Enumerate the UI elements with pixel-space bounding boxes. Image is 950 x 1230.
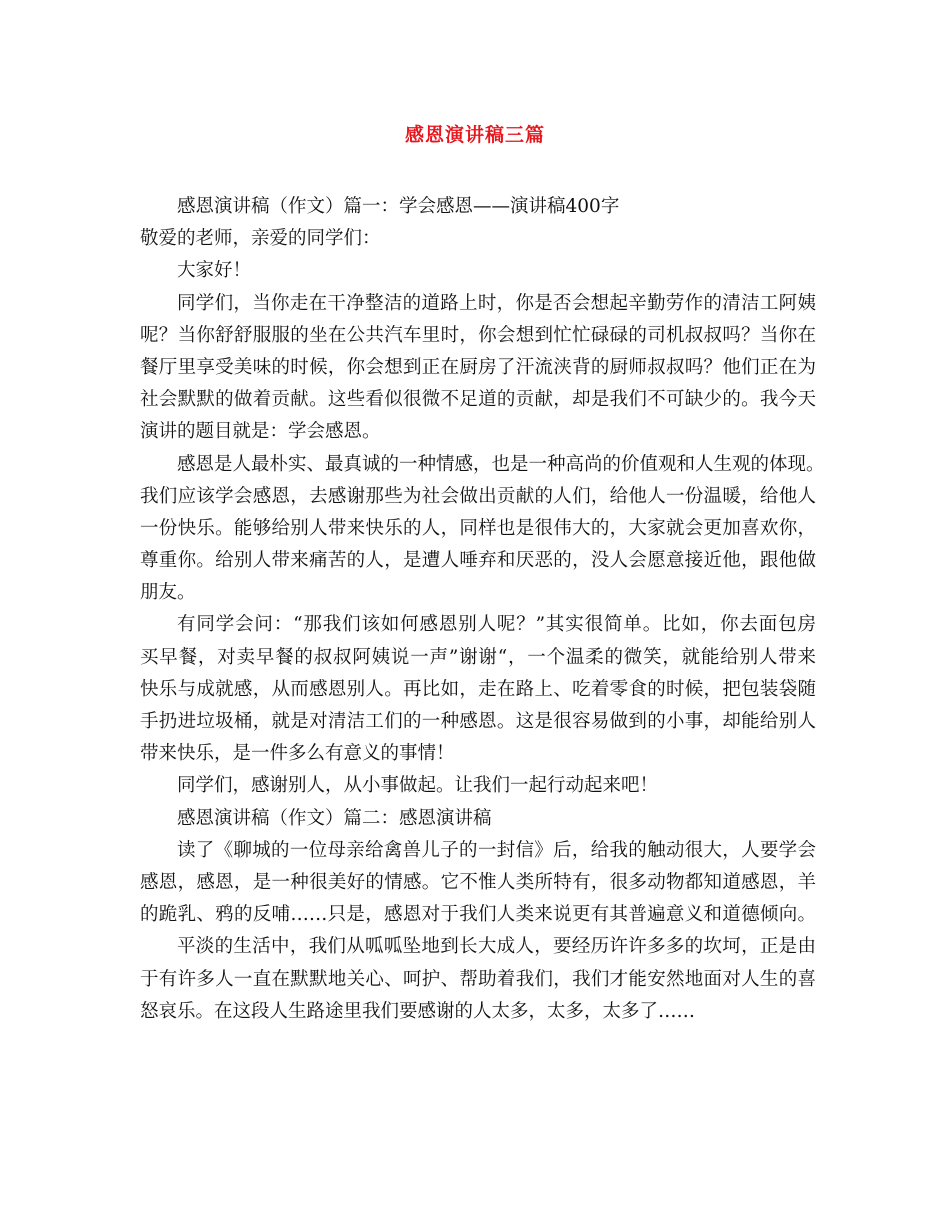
text-line: 一份快乐。能够给别人带来快乐的人，同样也是很伟大的，大家就会更加喜欢你， bbox=[140, 517, 816, 539]
text-line: 平淡的生活中，我们从呱呱坠地到长大成人，要经历许许多多的坎坷，正是由 bbox=[177, 936, 816, 958]
text-line: 快乐与成就感，从而感恩别人。再比如，走在路上、吃着零食的时候，把包装袋随 bbox=[140, 678, 816, 700]
text-line: 怒哀乐。在这段人生路途里我们要感谢的人太多，太多，太多了…… bbox=[140, 1000, 696, 1022]
text-line: 同学们，当你走在干净整洁的道路上时，你是否会想起辛勤劳作的清洁工阿姨 bbox=[177, 292, 816, 314]
text-line: 买早餐，对卖早餐的叔叔阿姨说一声”谢谢“，一个温柔的微笑，就能给别人带来 bbox=[140, 646, 816, 668]
text-line: 读了《聊城的一位母亲给禽兽儿子的一封信》后，给我的触动很大，人要学会 bbox=[177, 839, 816, 861]
text-line: 社会默默的做着贡献。这些看似很微不足道的贡献，却是我们不可缺少的。我今天 bbox=[140, 389, 816, 411]
text-line: 敬爱的老师，亲爱的同学们： bbox=[140, 228, 381, 250]
document-title: 感恩演讲稿三篇 bbox=[404, 124, 545, 146]
text-line: 同学们，感谢别人，从小事做起。让我们一起行动起来吧！ bbox=[177, 775, 659, 797]
text-line: 感恩，感恩，是一种很美好的情感。它不惟人类所特有，很多动物都知道感恩，羊 bbox=[140, 871, 816, 893]
text-line: 大家好！ bbox=[177, 260, 252, 282]
text-line: 于有许多人一直在默默地关心、呵护、帮助着我们，我们才能安然地面对人生的喜 bbox=[140, 968, 816, 990]
document-body bbox=[140, 191, 825, 1028]
text-line: 感恩演讲稿（作文）篇一：学会感恩——演讲稿400字 bbox=[177, 196, 620, 217]
text-line: 尊重你。给别人带来痛苦的人，是遭人唾弃和厌恶的，没人会愿意接近他，跟他做 bbox=[140, 550, 816, 572]
text-line: 手扔进垃圾桶，就是对清洁工们的一种感恩。这是很容易做到的小事，却能给别人 bbox=[140, 711, 816, 732]
text-line: 我们应该学会感恩，去感谢那些为社会做出贡献的人们，给他人一份温暖，给他人 bbox=[140, 485, 816, 507]
text-line: 感恩演讲稿（作文）篇二：感恩演讲稿 bbox=[177, 807, 492, 829]
text-line: 演讲的题目就是：学会感恩。 bbox=[140, 421, 381, 443]
text-line: 有同学会问：“那我们该如何感恩别人呢？”其实很简单。比如，你去面包房 bbox=[177, 614, 816, 636]
text-line: 餐厅里享受美味的时候，你会想到正在厨房了汗流浃背的厨师叔叔吗？他们正在为 bbox=[140, 356, 816, 378]
text-line: 感恩是人最朴实、最真诚的一种情感，也是一种高尚的价值观和人生观的体现。 bbox=[177, 453, 825, 475]
text-line: 带来快乐，是一件多么有意义的事情！ bbox=[140, 743, 455, 765]
text-line: 朋友。 bbox=[140, 582, 196, 604]
text-line: 呢？当你舒舒服服的坐在公共汽车里时，你会想到忙忙碌碌的司机叔叔吗？当你在 bbox=[140, 324, 816, 346]
text-line: 的跪乳、鸦的反哺……只是，感恩对于我们人类来说更有其普遍意义和道德倾向。 bbox=[140, 904, 816, 926]
